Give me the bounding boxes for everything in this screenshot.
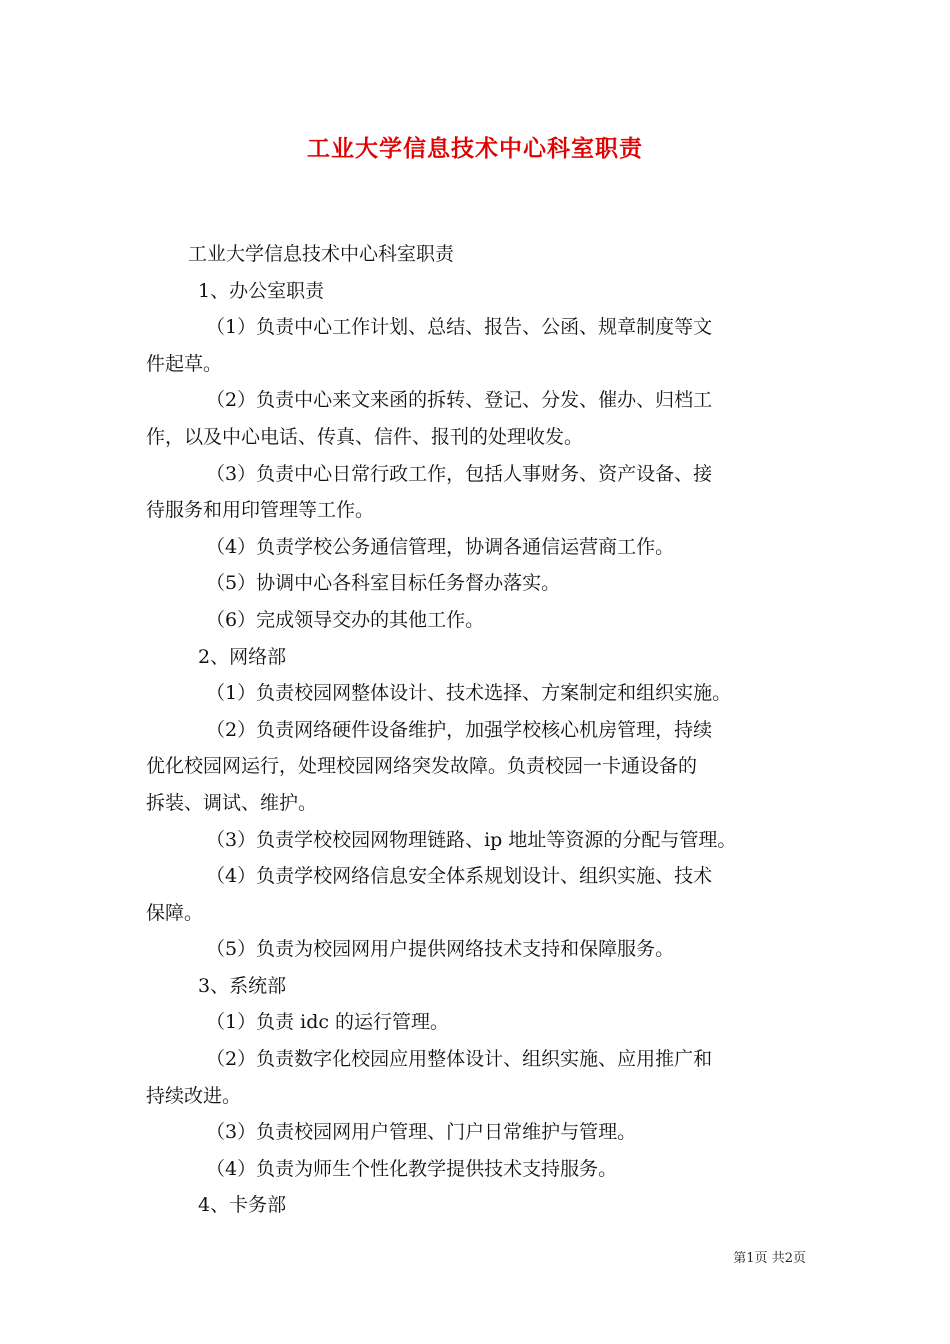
paragraph-line: （5）协调中心各科室目标任务督办落实。 [206, 572, 561, 595]
paragraph-line: 件起草。 [146, 352, 223, 375]
paragraph-line: （1）负责校园网整体设计、技术选择、方案制定和组织实施。 [206, 682, 732, 705]
paragraph-line: （1）负责 idc 的运行管理。 [206, 1011, 450, 1034]
paragraph-line: （3）负责校园网用户管理、门户日常维护与管理。 [206, 1121, 637, 1144]
paragraph-line: （3）负责中心日常行政工作，包括人事财务、资产设备、接 [206, 462, 713, 485]
paragraph-line: （2）负责中心来文来函的拆转、登记、分发、催办、归档工 [206, 389, 713, 412]
paragraph-line: 待服务和用印管理等工作。 [146, 499, 375, 522]
page-footer-suffix: 页 [792, 1251, 806, 1266]
section-heading: 3、系统部 [198, 974, 287, 997]
paragraph-line: （5）负责为校园网用户提供网络技术支持和保障服务。 [206, 938, 675, 961]
paragraph-line: （3）负责学校校园网物理链路、ip 地址等资源的分配与管理。 [206, 828, 737, 851]
paragraph-line: 拆装、调试、维护。 [146, 791, 318, 814]
paragraph-line: 保障。 [146, 901, 204, 924]
page-total-number: 2 [784, 1251, 793, 1266]
page-footer [0, 1247, 806, 1266]
page-footer-mid: 页 共 [754, 1251, 785, 1266]
page-footer-prefix: 第 [733, 1251, 747, 1266]
page-current-number: 1 [746, 1251, 755, 1266]
section-heading: 4、卡务部 [198, 1194, 287, 1217]
paragraph-line: 作，以及中心电话、传真、信件、报刊的处理收发。 [146, 425, 584, 448]
page-title: 工业大学信息技术中心科室职责 [307, 135, 643, 162]
paragraph-line: （6）完成领导交办的其他工作。 [206, 608, 485, 631]
paragraph-line: 优化校园网运行，处理校园网络突发故障。负责校园一卡通设备的 [146, 755, 698, 778]
paragraph-line: （4）负责学校网络信息安全体系规划设计、组织实施、技术 [206, 865, 713, 888]
paragraph-line: 持续改进。 [146, 1084, 242, 1107]
document-body [146, 236, 806, 1224]
section-heading: 1、办公室职责 [198, 279, 325, 302]
document-heading: 工业大学信息技术中心科室职责 [188, 243, 455, 265]
paragraph-line: （2）负责网络硬件设备维护，加强学校核心机房管理，持续 [206, 718, 713, 741]
paragraph-line: （1）负责中心工作计划、总结、报告、公函、规章制度等文 [206, 316, 713, 339]
paragraph-line: （4）负责学校公务通信管理，协调各通信运营商工作。 [206, 535, 675, 558]
paragraph-line: （2）负责数字化校园应用整体设计、组织实施、应用推广和 [206, 1048, 713, 1071]
section-heading: 2、网络部 [198, 645, 287, 668]
paragraph-line: （4）负责为师生个性化教学提供技术支持服务。 [206, 1157, 618, 1180]
